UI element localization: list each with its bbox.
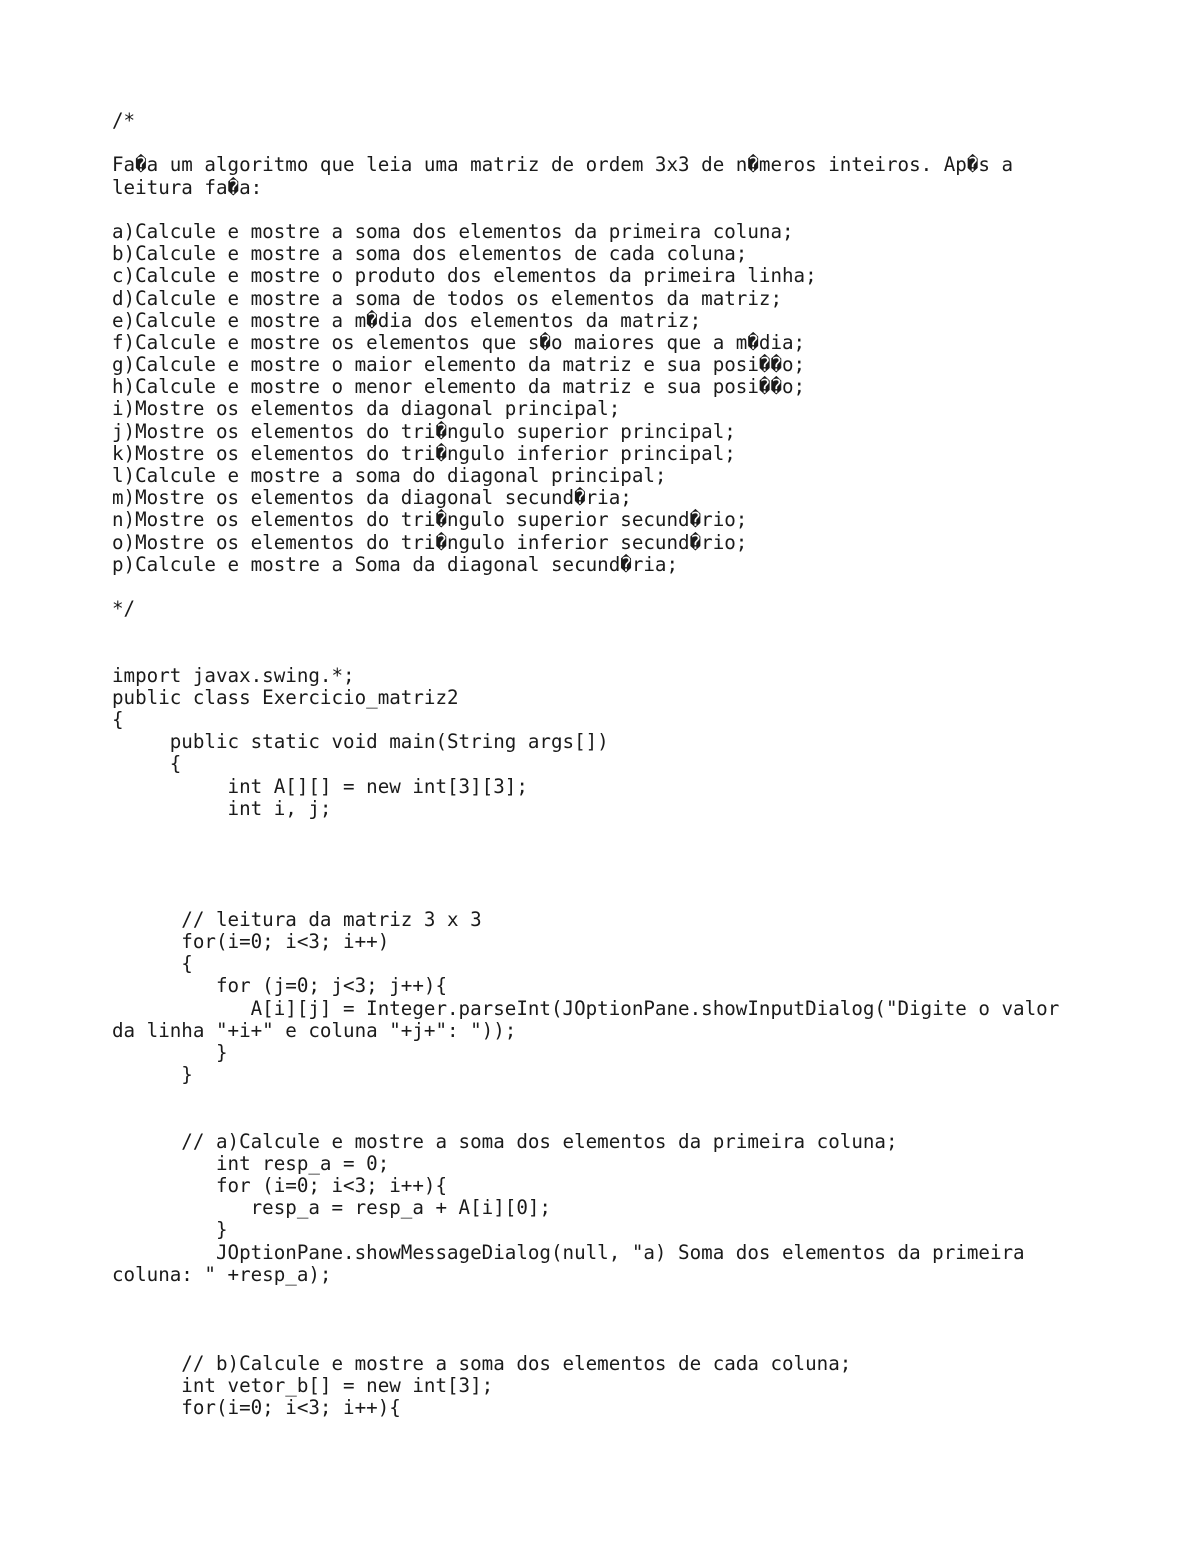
code-line: l)Calcule e mostre a soma do diagonal principal; — [112, 464, 667, 487]
code-line: for (i=0; i<3; i++){ — [112, 1174, 448, 1197]
code-line — [112, 842, 1112, 864]
code-line: int resp_a = 0; — [112, 1151, 390, 1175]
code-line: } — [112, 1218, 228, 1242]
code-line: j)Mostre os elementos do tri�ngulo superior principal; — [112, 419, 736, 443]
code-line: for (j=0; j<3; j++){ — [112, 974, 448, 998]
code-line: f)Calcule e mostre os elementos que s�o maiores que a m�dia; — [112, 330, 806, 354]
code-line: { — [112, 752, 182, 776]
code-line: public static void main(String args[]) — [112, 730, 609, 754]
code-line: } — [112, 1040, 228, 1064]
code-line: k)Mostre os elementos do tri�ngulo inferior principal; — [112, 441, 736, 465]
code-line — [112, 1286, 1112, 1308]
code-line — [112, 864, 1112, 886]
code-line: o)Mostre os elementos do tri�ngulo inferior secund�rio; — [112, 530, 748, 554]
code-line: for(i=0; i<3; i++) — [112, 929, 390, 953]
code-line — [112, 199, 1112, 221]
code-line: public class Exercicio_matriz2 — [112, 685, 459, 709]
code-line: int vetor_b[] = new int[3]; — [112, 1373, 494, 1397]
code-line: // b)Calcule e mostre a soma dos elementos de cada coluna; — [112, 1351, 852, 1375]
code-line: import javax.swing.*; — [112, 663, 355, 687]
code-line: JOptionPane.showMessageDialog(null, "a) Soma dos elementos da primeira — [112, 1240, 1025, 1264]
code-line: { — [112, 952, 193, 976]
code-line: A[i][j] = Integer.parseInt(JOptionPane.showInputDialog("Digite o valor — [112, 996, 1060, 1020]
code-line: /* — [112, 109, 136, 132]
code-line: a)Calcule e mostre a soma dos elementos da primeira coluna; — [112, 219, 794, 243]
code-line: int i, j; — [112, 796, 332, 820]
code-line — [112, 887, 1112, 909]
code-line — [112, 820, 1112, 842]
code-line: m)Mostre os elementos da diagonal secund�ria; — [112, 486, 632, 510]
code-line: for(i=0; i<3; i++){ — [112, 1395, 401, 1419]
code-line: // a)Calcule e mostre a soma dos elementos da primeira coluna; — [112, 1129, 898, 1153]
code-line: coluna: " +resp_a); — [112, 1262, 332, 1286]
code-line: resp_a = resp_a + A[i][0]; — [112, 1196, 551, 1220]
code-line: g)Calcule e mostre o maior elemento da matriz e sua posi��o; — [112, 353, 806, 377]
code-line: Fa�a um algoritmo que leia uma matriz de ordem 3x3 de n�meros inteiros. Ap�s a — [112, 153, 1014, 177]
code-line: e)Calcule e mostre a m�dia dos elementos da matriz; — [112, 308, 702, 332]
code-line — [112, 132, 1112, 154]
code-line: int A[][] = new int[3][3]; — [112, 774, 528, 798]
code-line: d)Calcule e mostre a soma de todos os elementos da matriz; — [112, 286, 783, 310]
code-line: da linha "+i+" e coluna "+j+": ")); — [112, 1018, 517, 1042]
code-line — [112, 1086, 1112, 1108]
code-line — [112, 576, 1112, 598]
code-line: */ — [112, 597, 136, 621]
code-line — [112, 1330, 1112, 1352]
code-line — [112, 1108, 1112, 1130]
code-line: leitura fa�a: — [112, 175, 263, 199]
code-line: h)Calcule e mostre o menor elemento da matriz e sua posi��o; — [112, 375, 806, 399]
code-line: n)Mostre os elementos do tri�ngulo superior secund�rio; — [112, 508, 748, 532]
code-line: i)Mostre os elementos da diagonal principal; — [112, 397, 621, 421]
code-line — [112, 1308, 1112, 1330]
code-line — [112, 643, 1112, 665]
code-line — [112, 620, 1112, 642]
code-line: } — [112, 1063, 193, 1087]
code-line: b)Calcule e mostre a soma dos elementos de cada coluna; — [112, 242, 748, 266]
code-line: c)Calcule e mostre o produto dos elementos da primeira linha; — [112, 264, 817, 288]
code-line: { — [112, 708, 124, 732]
code-listing — [112, 110, 1112, 1419]
code-line: p)Calcule e mostre a Soma da diagonal secund�ria; — [112, 552, 679, 576]
code-line: // leitura da matriz 3 x 3 — [112, 907, 482, 931]
